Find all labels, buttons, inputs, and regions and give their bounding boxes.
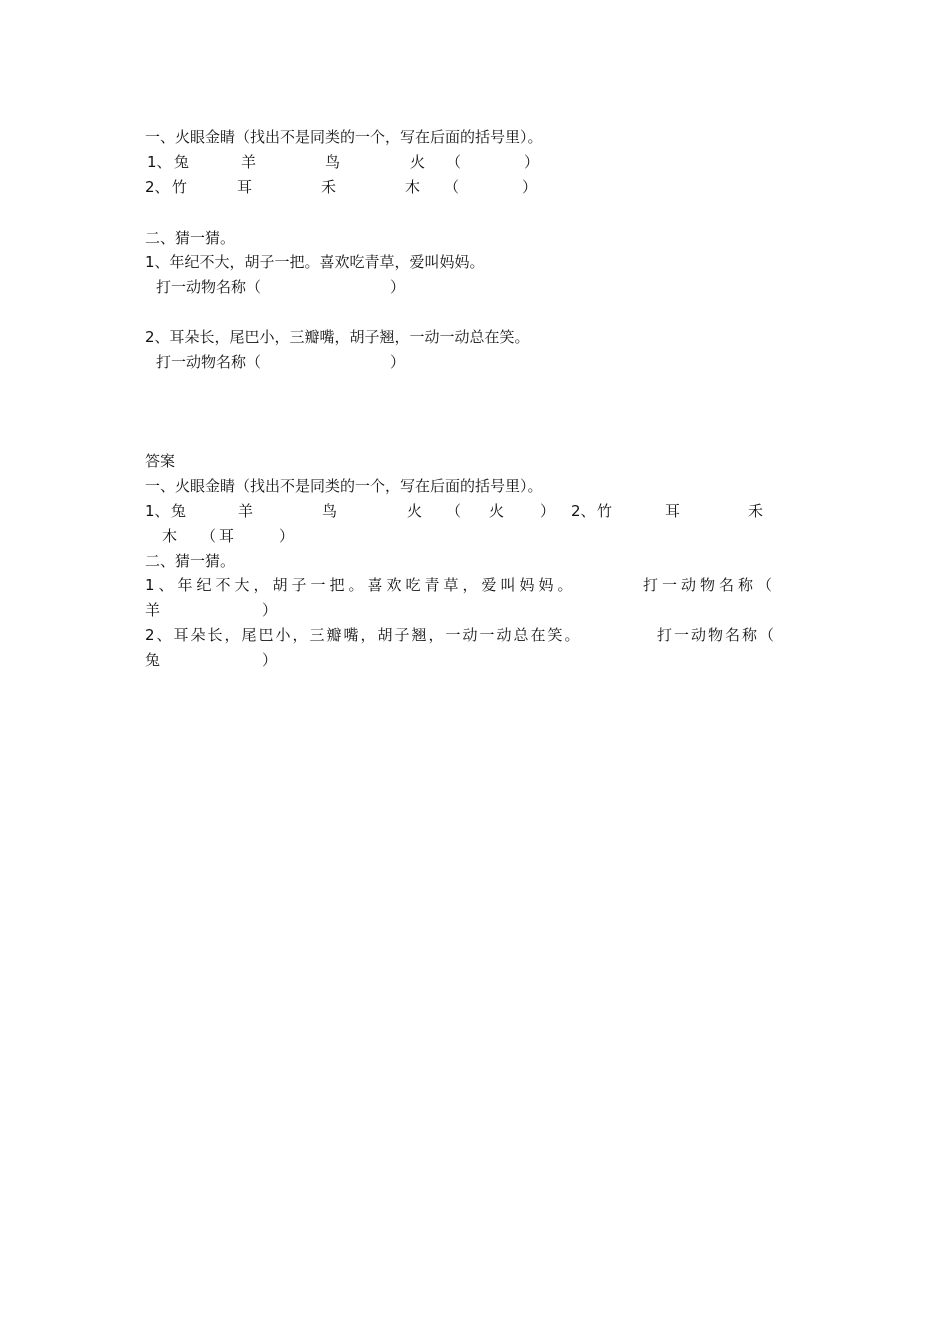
answers-title: 答案 bbox=[145, 452, 176, 470]
answer1-choice-1: 兔 bbox=[171, 502, 187, 520]
answer2-choice-4: 木 bbox=[162, 527, 178, 545]
q1-paren-close: ） bbox=[524, 153, 540, 171]
riddle2-prompt: 打一动物名称（ bbox=[156, 353, 262, 371]
riddle1-prompt: 打一动物名称（ bbox=[156, 278, 262, 296]
section1-heading: 一、火眼金睛（找出不是同类的一个，写在后面的括号里）。 bbox=[145, 128, 543, 146]
q1-paren-open: （ bbox=[446, 153, 462, 171]
answer2-value: 耳 bbox=[219, 527, 235, 545]
answer2-number: 2、 bbox=[571, 502, 596, 520]
answer-riddle2-text: 2、耳朵长，尾巴小，三瓣嘴，胡子翘，一动一动总在笑。 bbox=[145, 626, 582, 644]
answer2-paren-close: ） bbox=[279, 527, 295, 545]
q2-paren-open: （ bbox=[444, 178, 460, 196]
answer2-paren-open: （ bbox=[201, 527, 217, 545]
answers-section1-heading: 一、火眼金睛（找出不是同类的一个，写在后面的括号里）。 bbox=[145, 477, 543, 495]
q2-choice-3: 禾 bbox=[321, 178, 337, 196]
q1-number: 1、 bbox=[147, 153, 172, 171]
answers-section2-heading: 二、猜一猜。 bbox=[145, 552, 236, 570]
answer-riddle2-paren-close: ） bbox=[262, 651, 278, 669]
answer-riddle1-text: 1、年纪不大，胡子一把。喜欢吃青草，爱叫妈妈。 bbox=[145, 576, 577, 594]
q2-choice-2: 耳 bbox=[237, 178, 253, 196]
riddle2-paren-close: ） bbox=[390, 353, 406, 371]
section2-heading: 二、猜一猜。 bbox=[145, 229, 236, 247]
answer-riddle1-paren-close: ） bbox=[262, 601, 278, 619]
q1-choice-1: 兔 bbox=[174, 153, 190, 171]
q2-number: 2、 bbox=[145, 178, 170, 196]
answer-riddle1-value: 羊 bbox=[145, 601, 161, 619]
q1-choice-4: 火 bbox=[410, 153, 426, 171]
riddle1-paren-close: ） bbox=[390, 278, 406, 296]
riddle1-text: 1、年纪不大，胡子一把。喜欢吃青草，爱叫妈妈。 bbox=[145, 253, 485, 271]
answer1-paren-open: （ bbox=[446, 502, 462, 520]
answer2-choice-2: 耳 bbox=[665, 502, 681, 520]
answer1-number: 1、 bbox=[145, 502, 170, 520]
answer2-choice-1: 竹 bbox=[597, 502, 613, 520]
answer1-choice-2: 羊 bbox=[238, 502, 254, 520]
answer1-choice-3: 鸟 bbox=[322, 502, 338, 520]
answer1-paren-close: ） bbox=[540, 502, 556, 520]
answer-riddle1-prompt: 打一动物名称（ bbox=[643, 576, 777, 594]
q2-paren-close: ） bbox=[522, 178, 538, 196]
answer-riddle2-prompt: 打一动物名称（ bbox=[657, 626, 777, 644]
riddle2-text: 2、耳朵长，尾巴小，三瓣嘴，胡子翘，一动一动总在笑。 bbox=[145, 328, 530, 346]
q2-choice-4: 木 bbox=[405, 178, 421, 196]
q1-choice-3: 鸟 bbox=[325, 153, 341, 171]
answer1-choice-4: 火 bbox=[407, 502, 423, 520]
answer2-choice-3: 禾 bbox=[748, 502, 764, 520]
answer1-value: 火 bbox=[489, 502, 505, 520]
q1-choice-2: 羊 bbox=[241, 153, 257, 171]
q2-choice-1: 竹 bbox=[172, 178, 188, 196]
answer-riddle2-value: 兔 bbox=[145, 651, 161, 669]
